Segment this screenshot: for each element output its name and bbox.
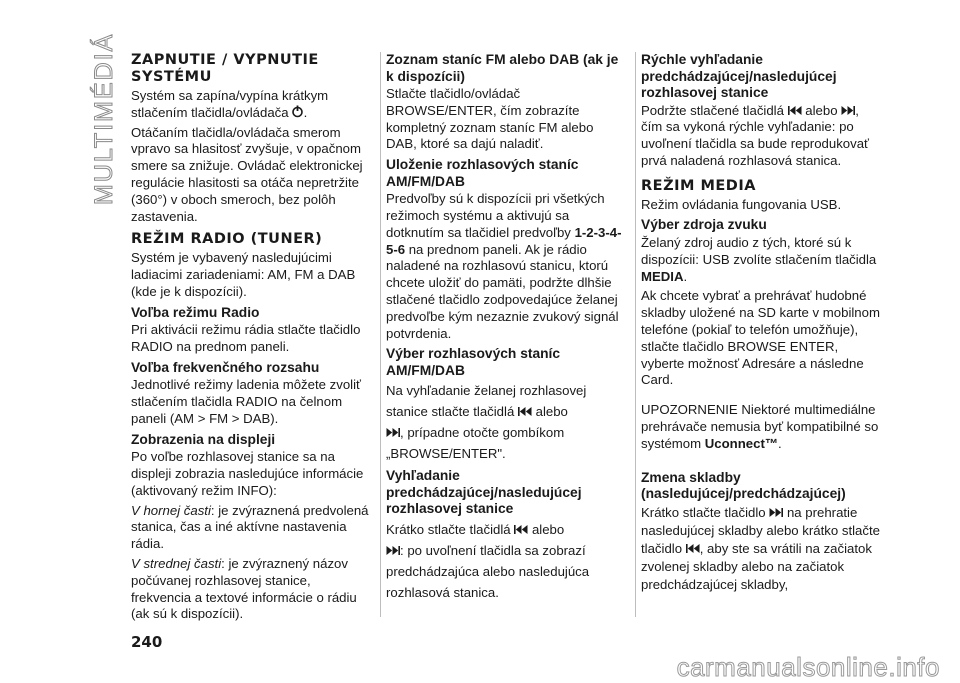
paragraph-power-1-text: Systém sa zapína/vypína krátkym stlačením tlačidla/ovládača xyxy=(131,88,329,120)
paragraph-power-1 xyxy=(131,88,371,122)
paragraph-display: Po voľbe rozhlasovej stanice sa na displeji zobrazia nasledujúce informácie (aktivovaný režim INFO): xyxy=(131,449,364,498)
spacer xyxy=(641,456,881,466)
uconnect-label: Uconnect™ xyxy=(704,435,779,451)
heading-audio-source: Výber zdroja zvuku xyxy=(641,217,767,233)
paragraph-power-2: Otáčaním tlačidla/ovládača smerom vpravo sa hlasitosť zvyšuje, v opačnom smere sa znižuje. Ovládač elektronickej regulácie hlasitosti sa otáča nepretržite (360°) v oboch smeroch, bez polôh zastavenia. xyxy=(131,124,363,224)
heading-radio-select: Voľba režimu Radio xyxy=(131,304,260,320)
store-stations-text-b: na prednom paneli. Ak je rádio naladené na rozhlasovú stanicu, ktorú chcete uložiť do pamäti, podržte dlhšie stlačené tlačidlo zodpovedajúce želanej predvoľbe kým nezaznie zvukový signál potvrdenia. xyxy=(386,241,619,341)
heading-store-stations: Uloženie rozhlasových staníc AM/FM/DAB xyxy=(386,157,579,189)
heading-station-list: Zoznam staníc FM alebo DAB (ak je k dispozícii) xyxy=(386,52,619,84)
column-divider-2 xyxy=(635,52,636,617)
fast-seek-text-a: Podržte stlačené tlačidlá xyxy=(641,102,788,118)
heading-fast-seek: Rýchle vyhľadanie predchádzajúcej/nasledujúcej rozhlasovej stanice xyxy=(641,52,837,100)
fast-seek-text-b: alebo xyxy=(801,102,842,118)
display-top-label: V hornej časti xyxy=(131,502,211,518)
track-change-text-a: Krátko stlačte tlačidlo xyxy=(641,504,770,520)
next-track-icon xyxy=(386,428,400,437)
media-button-label: MEDIA xyxy=(641,268,684,284)
column-3 xyxy=(641,52,881,597)
heading-media-mode: REŽIM MEDIA xyxy=(641,177,756,194)
seek-stations-text-c: : po uvoľnení tlačidla sa zobrazí predchádzajúca alebo nasledujúca rozhlasová stanica. xyxy=(386,542,590,600)
column-1 xyxy=(131,52,371,626)
paragraph-track-change xyxy=(641,504,881,594)
paragraph-radio-select: Pri aktivácii režimu rádia stlačte tlačidlo RADIO na prednom paneli. xyxy=(131,322,361,355)
seek-stations-text-b: alebo xyxy=(528,521,565,537)
power-knob-icon xyxy=(291,105,304,118)
heading-track-change: Zmena skladby (nasledujúcej/predchádzajúcej) xyxy=(641,469,846,502)
paragraph-radio-tuners: Systém je vybavený nasledujúcimi ladiacimi zariadeniami: AM, FM a DAB (kde je k dispozícii). xyxy=(131,250,356,299)
previous-track-icon xyxy=(518,407,532,416)
previous-track-icon xyxy=(788,106,802,115)
seek-stations-text-a: Krátko stlačte tlačidlá xyxy=(386,521,515,537)
paragraph-sd-card: Ak chcete vybrať a prehrávať hudobné skladby uložené na SD karte v mobilnom telefóne (pokiaľ to telefón umožňuje), stlačte tlačidlo BROWSE ENTER, vyberte možnosť Adresáre a následne Card. xyxy=(641,288,880,388)
heading-seek-stations: Vyhľadanie predchádzajúcej/nasledujúcej rozhlasovej stanice xyxy=(386,468,582,517)
paragraph-fast-seek xyxy=(641,103,881,170)
heading-band-select: Voľba frekvenčného rozsahu xyxy=(131,359,320,375)
page-number: 240 xyxy=(131,633,163,651)
track-change-text-c: , aby ste sa vrátili na začiatok zvolenej skladby alebo na začiatok predchádzajúcej skladby, xyxy=(641,540,872,592)
heading-radio-mode: REŽIM RADIO (TUNER) xyxy=(131,231,323,248)
next-track-icon xyxy=(841,106,855,115)
column-divider-1 xyxy=(380,52,381,617)
audio-source-text-b: . xyxy=(683,268,688,284)
select-stations-text-a: Na vyhľadanie želanej rozhlasovej stanice stlačte tlačidlá xyxy=(386,383,587,420)
store-stations-text-a: Predvoľby sú k dispozícii pri všetkých režimoch systému a aktivujú sa dotknutím sa tlačidiel predvoľby xyxy=(386,191,605,240)
warning-text-b: . xyxy=(778,435,782,451)
track-change-text-b: na prehratie nasledujúcej skladby alebo krátko stlačte tlačidlo xyxy=(641,504,880,556)
paragraph-station-list: Stlačte tlačidlo/ovládač BROWSE/ENTER, čím zobrazíte kompletný zoznam staníc FM alebo DAB, ktoré sa dajú naladiť. xyxy=(386,86,594,152)
section-side-tab-label: MULTIMÉDIÁ xyxy=(90,32,118,205)
previous-track-icon xyxy=(514,525,528,534)
display-middle-text: : je zvýraznený názov počúvanej rozhlasovej stanice, frekvencia a textové informácie o rádiu (ak sú k dispozícii). xyxy=(131,556,357,622)
paragraph-store-stations xyxy=(386,191,626,342)
paragraph-seek-stations xyxy=(386,519,626,603)
display-middle-label: V strednej časti xyxy=(131,556,222,572)
next-track-icon xyxy=(386,546,400,555)
paragraph-select-stations xyxy=(386,380,626,464)
paragraph-warning xyxy=(641,402,881,452)
next-track-icon xyxy=(769,508,783,517)
heading-display: Zobrazenia na displeji xyxy=(131,431,276,447)
section-side-tab xyxy=(60,32,120,205)
heading-power: ZAPNUTIE / VYPNUTIE SYSTÉMU xyxy=(131,52,319,85)
fast-seek-text-c: , čím sa vykoná rýchle vyhľadanie: po uvoľnení tlačidla sa bude reprodukovať prvá naladená rozhlasová stanica. xyxy=(641,102,869,168)
paragraph-audio-source xyxy=(641,235,881,285)
select-stations-text-c: , prípadne otočte gombíkom „BROWSE/ENTER". xyxy=(386,425,565,462)
warning-text-a: UPOZORNENIE Niektoré multimediálne prehrávače nemusia byť kompatibilné so systémom xyxy=(641,402,879,451)
paragraph-display-top xyxy=(131,503,371,553)
previous-track-icon xyxy=(686,544,700,553)
audio-source-text-a: Želaný zdroj audio z tých, ktoré sú k dispozícii: USB zvolíte stlačením tlačidla xyxy=(641,234,877,267)
preset-buttons-label: 1-2-3-4-5-6 xyxy=(386,224,622,257)
select-stations-text-b: alebo xyxy=(531,404,568,420)
spacer xyxy=(641,392,881,402)
paragraph-band-select: Jednotlivé režimy ladenia môžete zvoliť stlačením tlačidla RADIO na čelnom paneli (AM > FM > DAB). xyxy=(131,377,361,426)
display-top-text: : je zvýraznená predvolená stanica, čas a iné aktívne nastavenia rádia. xyxy=(131,502,369,552)
watermark-logo: carmanualsonline.info xyxy=(676,652,940,682)
paragraph-display-middle xyxy=(131,556,371,623)
column-2 xyxy=(386,52,626,606)
paragraph-media-mode: Režim ovládania fungovania USB. xyxy=(641,196,842,212)
heading-select-stations: Výber rozhlasových staníc AM/FM/DAB xyxy=(386,346,561,378)
paragraph-power-1-end: . xyxy=(303,104,308,120)
